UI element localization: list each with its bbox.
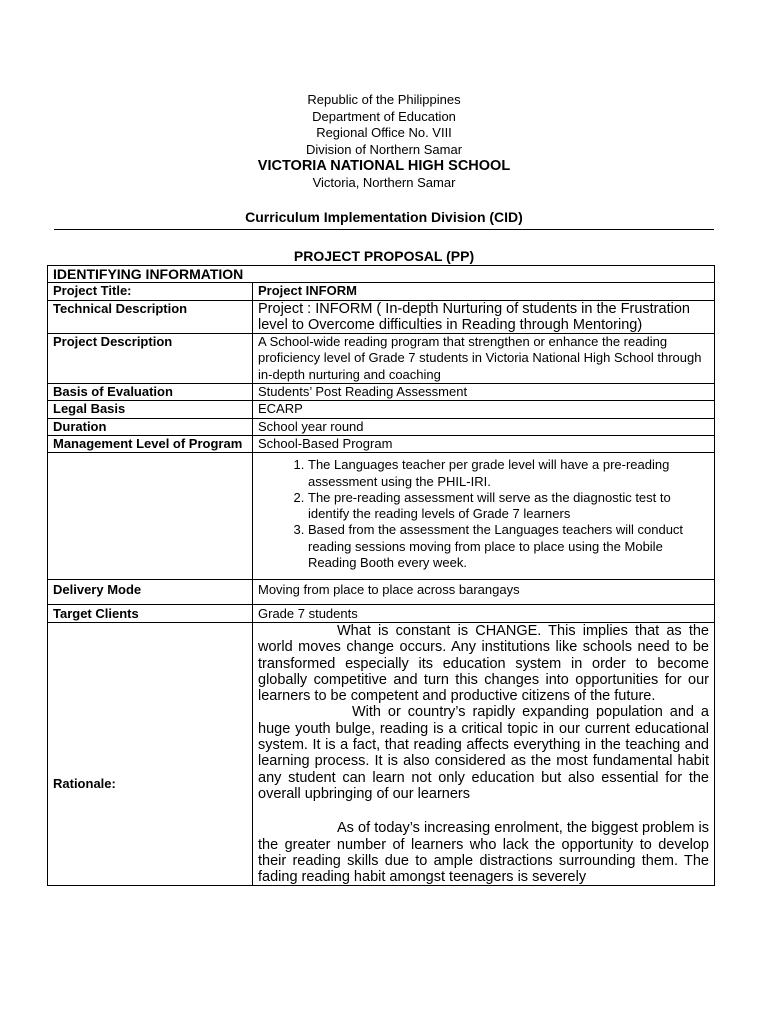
- school-name: VICTORIA NATIONAL HIGH SCHOOL: [257, 158, 511, 174]
- table-row: [48, 418, 715, 435]
- delivery-mode-label: Delivery Mode: [48, 580, 253, 604]
- basis-of-evaluation-value: Students’ Post Reading Assessment: [253, 384, 715, 401]
- project-description-label: Project Description: [48, 334, 253, 384]
- target-clients-label: Target Clients: [48, 604, 253, 622]
- horizontal-rule: [54, 229, 714, 230]
- duration-value: School year round: [253, 418, 715, 435]
- project-description-value: A School-wide reading program that strengthen or enhance the reading proficiency level of Grade 7 students in Victoria National High School through in-depth nurturing and coaching: [253, 334, 715, 384]
- document-header: [0, 92, 768, 192]
- project-title-label: Project Title:: [48, 283, 253, 300]
- legal-basis-label: Legal Basis: [48, 401, 253, 418]
- table-row: [48, 384, 715, 401]
- list-item: 3. Based from the assessment the Languages teachers will conduct reading sessions moving from place to place using the Mobile Reading Booth every week.: [308, 522, 709, 571]
- table-row: [48, 266, 715, 283]
- table-row: [48, 300, 715, 334]
- header-republic: Republic of the Philippines: [307, 92, 461, 107]
- table-row: [48, 435, 715, 452]
- table-row: [48, 604, 715, 622]
- project-title-value: Project INFORM: [253, 283, 715, 300]
- header-region: Regional Office No. VIII: [316, 125, 452, 140]
- section-heading: IDENTIFYING INFORMATION: [48, 266, 715, 283]
- rationale-paragraph-2: With or country’s rapidly expanding population and a huge youth bulge, reading is a critical topic in our current educational system. It is a fact, that reading affects everything in the teaching and learning process. It is also considered as the most fundamental habit any student can learn not only education but also essential for the overall upbringing of our learners: [258, 704, 709, 802]
- technical-description-label: Technical Description: [48, 300, 253, 334]
- steps-cell: [253, 453, 715, 580]
- proposal-title: PROJECT PROPOSAL (PP): [293, 248, 475, 264]
- proposal-table: [47, 265, 715, 886]
- rationale-text: [253, 622, 715, 885]
- rationale-paragraph-1: What is constant is CHANGE. This implies that as the world moves change occurs. Any institutions like schools need to be transformed especially its education system in order to become globally competitive and turn this changes into opportunities for our learners to be competent and productive citizens of the future.: [258, 622, 709, 705]
- table-row: [48, 622, 715, 885]
- header-division: Division of Northern Samar: [305, 141, 463, 157]
- technical-description-value: Project : INFORM ( In-depth Nurturing of students in the Frustration level to Overcome difficulties in Reading through Mentoring): [253, 300, 715, 334]
- steps-list: [258, 457, 709, 571]
- table-row: [48, 283, 715, 300]
- list-item: 1. The Languages teacher per grade level will have a pre-reading assessment using the PHIL-IRI.: [308, 457, 709, 490]
- rationale-label: Rationale:: [48, 622, 253, 885]
- target-clients-value: Grade 7 students: [253, 604, 715, 622]
- table-row: [48, 334, 715, 384]
- management-level-label: Management Level of Program: [48, 435, 253, 452]
- legal-basis-value: ECARP: [253, 401, 715, 418]
- table-row: [48, 580, 715, 604]
- division-title: Curriculum Implementation Division (CID): [245, 209, 523, 225]
- delivery-mode-value: Moving from place to place across barangays: [253, 580, 715, 604]
- paragraph-gap: [258, 802, 709, 820]
- table-row: [48, 453, 715, 580]
- header-department: Department of Education: [312, 108, 456, 124]
- school-location: Victoria, Northern Samar: [312, 175, 456, 190]
- empty-label: [48, 453, 253, 580]
- rationale-paragraph-3: As of today’s increasing enrolment, the biggest problem is the greater number of learners who lack the opportunity to develop their reading skills due to ample distractions surrounding them. The fading reading habit amongst teenagers is severely: [258, 820, 709, 886]
- duration-label: Duration: [48, 418, 253, 435]
- management-level-value: School-Based Program: [253, 435, 715, 452]
- list-item: 2. The pre-reading assessment will serve as the diagnostic test to identify the reading levels of Grade 7 learners: [308, 490, 709, 523]
- table-row: [48, 401, 715, 418]
- basis-of-evaluation-label: Basis of Evaluation: [48, 384, 253, 401]
